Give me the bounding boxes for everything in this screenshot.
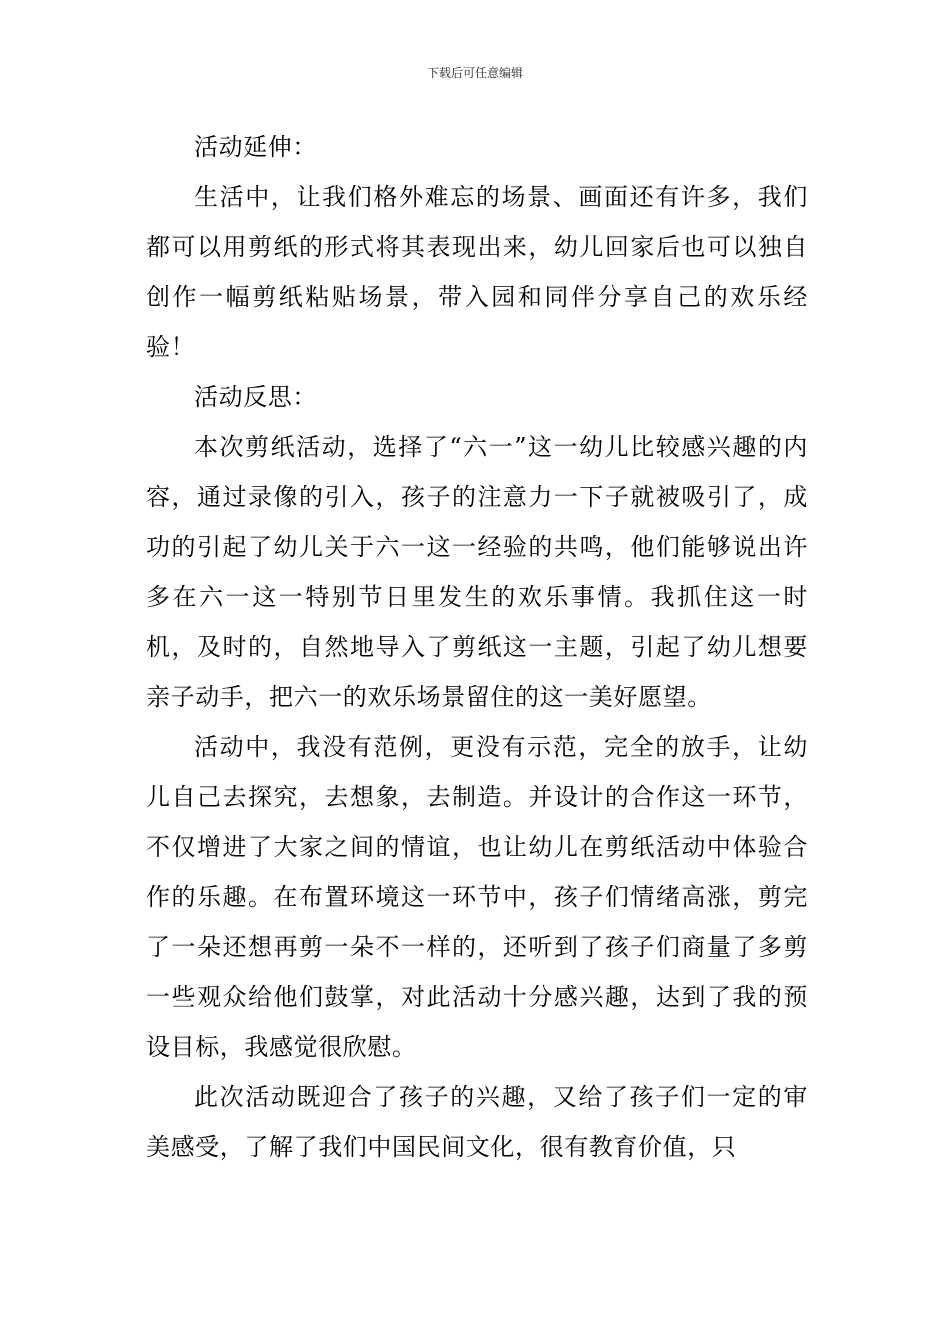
page-header: 下载后可任意编辑 xyxy=(426,66,523,80)
section-heading-extension: 活动延伸： xyxy=(194,133,317,161)
paragraph-reflection-3: 此次活动既迎合了孩子的兴趣，又给了孩子们一定的审美感受，了解了我们中国民间文化，很有教育价值，只 xyxy=(146,1083,808,1161)
paragraph-reflection-1: 本次剪纸活动，选择了“六一”这一幼儿比较感兴趣的内容，通过录像的引入，孩子的注意力一下子就被吸引了，成功的引起了幼儿关于六一这一经验的共鸣，他们能够说出许多在六一这一特别节日里发生的欢乐事情。我抓住这一时机，及时的，自然地导入了剪纸这一主题，引起了幼儿想要亲子动手，把六一的欢乐场景留住的这一美好愿望。 xyxy=(146,433,808,711)
section-heading-reflection: 活动反思： xyxy=(194,383,317,411)
paragraph-reflection-2: 活动中，我没有范例，更没有示范，完全的放手，让幼儿自己去探究，去想象，去制造。并设计的合作这一环节，不仅增进了大家之间的情谊，也让幼儿在剪纸活动中体验合作的乐趣。在布置环境这一环节中，孩子们情绪高涨，剪完了一朵还想再剪一朵不一样的，还听到了孩子们商量了多剪一些观众给他们鼓掌，对此活动十分感兴趣，达到了我的预设目标，我感觉很欣慰。 xyxy=(146,733,808,1061)
document-body xyxy=(146,122,808,1172)
paragraph-extension: 生活中，让我们格外难忘的场景、画面还有许多，我们都可以用剪纸的形式将其表现出来，幼儿回家后也可以独自创作一幅剪纸粘贴场景，带入园和同伴分享自己的欢乐经验！ xyxy=(146,183,808,361)
